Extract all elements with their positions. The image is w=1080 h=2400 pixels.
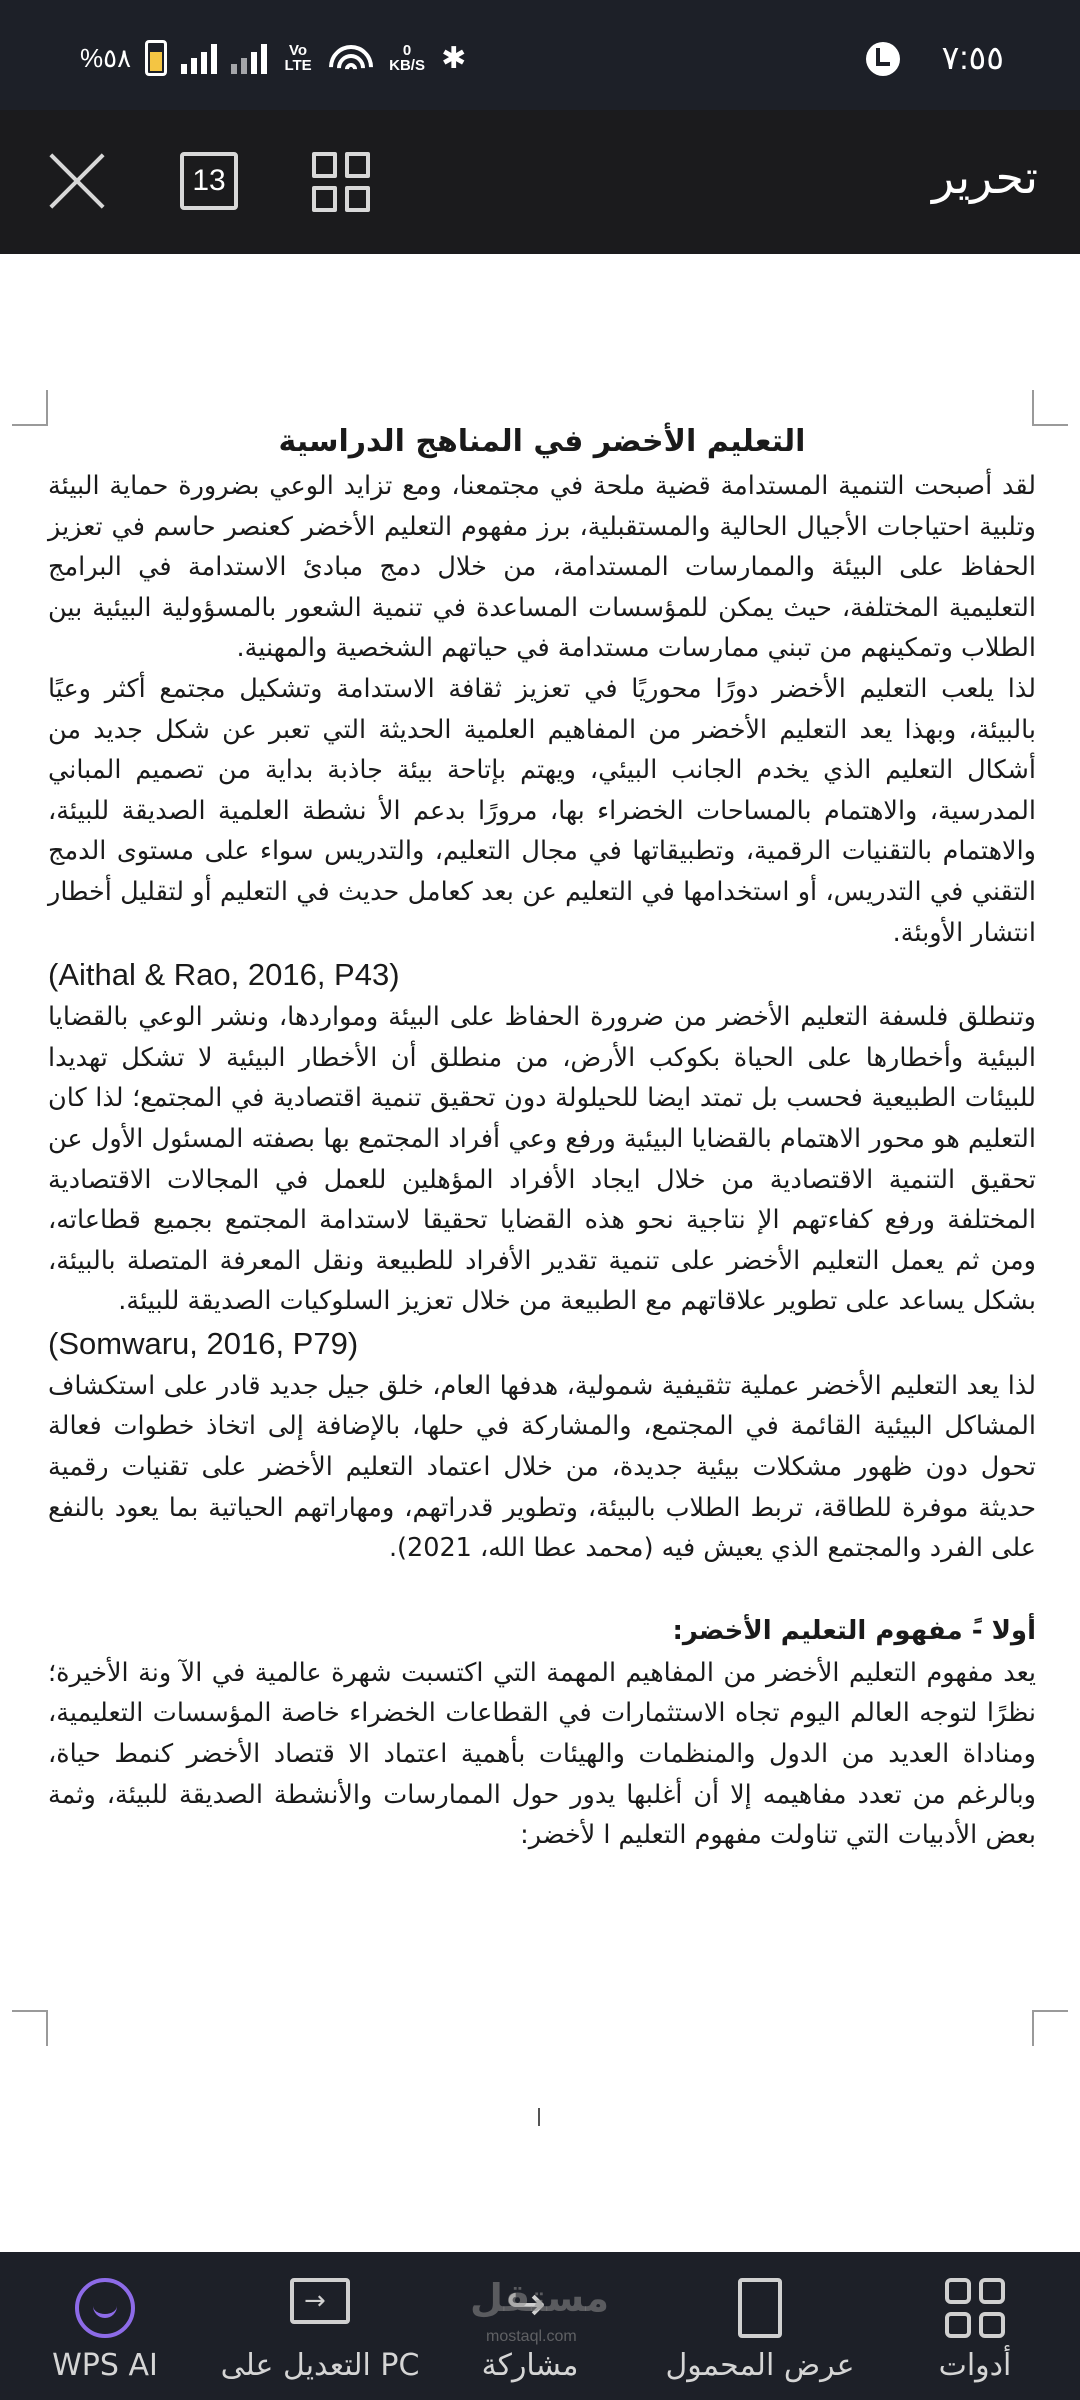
- battery-icon: [145, 40, 167, 76]
- status-icons: [80, 36, 466, 80]
- citation-1: (Aithal & Rao, 2016, P43): [48, 957, 400, 993]
- top-toolbar: [0, 110, 1080, 254]
- wps-ai-button[interactable]: [30, 2252, 180, 2400]
- grid-view-icon[interactable]: [312, 152, 370, 212]
- margin-corner-mark: [1032, 2010, 1068, 2046]
- paragraph-5: يعد مفهوم التعليم الأخضر من المفاهيم المهمة التي اكتسبت شهرة عالمية في الآ ونة الأخيرة؛ نظرًا لتوجه العالم اليوم تجاه الاستثمارات في القطاعات الخضراء خاصة المؤسسات التعليمية، ومناداة العديد من الدول والمنظمات والهيئات بأهمية اعتماد الا قتصاد الأخضر كنمط حياة، وبالرغم من تعدد مفاهيمه إلا أن أغلبها يدور حول الممارسات والأنشطة الصديقة للبيئة، وثمة بعض الأدبيات التي تناولت مفهوم التعليم ا لأخضر:: [48, 1657, 1036, 1851]
- tools-button[interactable]: [900, 2252, 1050, 2400]
- margin-corner-mark: [1032, 390, 1068, 426]
- paragraph-4: لذا يعد التعليم الأخضر عملية تثقيفية شمولية، هدفها العام، خلق جيل جديد قادر على استكشاف المشاكل البيئية القائمة في المجتمع، والمشاركة في حلها، بالإضافة إلى اتخاذ خطوات فعالة تحول دون ظهور مشكلات بيئية جديدة، من خلال اعتماد التعليم الأخضر على تقنيات رقمية حديثة موفرة للطاقة، تربط الطلاب بالبيئة، وتطوير قدراتهم، ومهاراتهم الحياتية بما يعود بالنفع على الفرد والمجتمع الذي يعيش فيه (محمد عطا الله، 2021).: [48, 1370, 1036, 1564]
- bluetooth-icon: ✱: [441, 40, 467, 76]
- status-bar: [0, 0, 1080, 110]
- signal-2-icon: [231, 42, 267, 74]
- share-button[interactable]: [460, 2252, 600, 2400]
- document-title: التعليم الأخضر في المناهج الدراسية: [278, 424, 806, 459]
- edit-on-pc-label: التعديل على PC: [220, 2348, 420, 2383]
- signal-icon: [181, 42, 217, 74]
- phone-icon: [738, 2278, 782, 2338]
- bottom-toolbar: [0, 2252, 1080, 2400]
- paragraph-3: وتنطلق فلسفة التعليم الأخضر من ضرورة الحفاظ على البيئة ومواردها، ونشر الوعي بالقضايا البيئية وأخطارها على الحياة بكوكب الأرض، من منطلق أن الأخطار البيئية لا تشكل تهديدا للبيئات الطبيعية فحسب بل تمتد ايضا للحيلولة دون تحقيق تنمية اقتصادية في المجتمع؛ لذا كان التعليم هو محور الاهتمام بالقضايا البيئية ورفع وعي أفراد المجتمع بها بصفته المسئول الأول عن تحقيق التنمية الاقتصادية من خلال ايجاد الأفراد المؤهلين للعمل في المجالات الاقتصادية المختلفة ورفع كفاءتهم الإ نتاجية نحو هذه القضايا تحقيقا لاستدامة المجتمع بجميع قطاعاته، ومن ثم يعمل التعليم الأخضر على تنمية تقدير الأفراد للطبيعة ونقل المعرفة المتصلة بالبيئة، بشكل يساعد على تطوير علاقاتهم مع الطبيعة من خلال تعزيز السلوكيات الصديقة للبيئة.: [48, 1002, 1036, 1317]
- edit-on-pc-button[interactable]: [210, 2252, 430, 2400]
- mobile-view-label: عرض المحمول: [665, 2348, 855, 2383]
- paragraph-1: لقد أصبحت التنمية المستدامة قضية ملحة في مجتمعنا، ومع تزايد الوعي بضرورة حماية البيئة وتلبية احتياجات الأجيال الحالية والمستقبلية، برز مفهوم التعليم الأخضر كعنصر حاسم في تعزيز الحفاظ على البيئة والممارسات المستدامة، من خلال دمج مبادئ الاستدامة في البرامج التعليمية المختلفة، حيث يمكن للمؤسسات المساعدة في تنمية الشعور بالمسؤولية البيئية بين الطلاب وتمكينهم من تبني ممارسات مستدامة في حياتهم الشخصية والمهنية.: [48, 471, 1036, 664]
- margin-corner-mark: [12, 390, 48, 426]
- close-icon[interactable]: [46, 150, 108, 212]
- network-speed: 0 KB/S: [389, 42, 425, 74]
- watermark-url: mostaql.com: [486, 2328, 577, 2345]
- paragraph-2: لذا يلعب التعليم الأخضر دورًا محوريًا في تعزيز ثقافة الاستدامة وتشكيل مجتمع أكثر وعيًا بالبيئة، وبهذا يعد التعليم الأخضر من المفاهيم العلمية الحديثة التي تعبر عن شكل جديد من أشكال التعليم الذي يخدم الجانب البيئي، ويهتم بإتاحة بيئة جاذبة بداية من تصميم المباني المدرسية، والاهتمام بالمساحات الخضراء بها، مرورًا بدعم الأ نشطة العلمية الصديقة للبيئة، والاهتمام بالتقنيات الرقمية، وتطبيقاتها في مجال التعليم، والتدريس سواء على مستوى الدمج التقني في التدريس، أو استخدامها في التعليم عن بعد كعامل حديث في التعليم أو لتقليل أخطار انتشار الأوبئة.: [48, 673, 1036, 948]
- volte-icon: Vo LTE: [284, 42, 312, 74]
- page-count-button[interactable]: 13: [180, 152, 238, 210]
- document-page[interactable]: [0, 254, 1080, 2252]
- apps-grid-icon: [945, 2278, 1005, 2338]
- mobile-view-button[interactable]: [650, 2252, 870, 2400]
- watermark-logo: مستقل: [470, 2276, 609, 2320]
- alarm-icon: [866, 42, 900, 76]
- clock: ٧:٥٥: [941, 39, 1004, 76]
- citation-2: (Somwaru, 2016, P79): [48, 1325, 359, 1361]
- section-heading: أولا -ً مفهوم التعليم الأخضر:: [672, 1615, 1036, 1646]
- battery-percent: %٥٨: [80, 42, 132, 73]
- document-body[interactable]: [48, 418, 1036, 1856]
- edit-button[interactable]: تحرير: [931, 150, 1038, 204]
- share-label: مشاركة: [481, 2348, 579, 2383]
- wifi-icon: [329, 41, 373, 75]
- wps-ai-label: WPS AI: [52, 2348, 158, 2383]
- margin-corner-mark: [12, 2010, 48, 2046]
- smiley-icon: [75, 2278, 135, 2338]
- monitor-icon: [290, 2278, 350, 2324]
- text-cursor: [538, 2108, 540, 2126]
- tools-label: أدوات: [938, 2348, 1012, 2383]
